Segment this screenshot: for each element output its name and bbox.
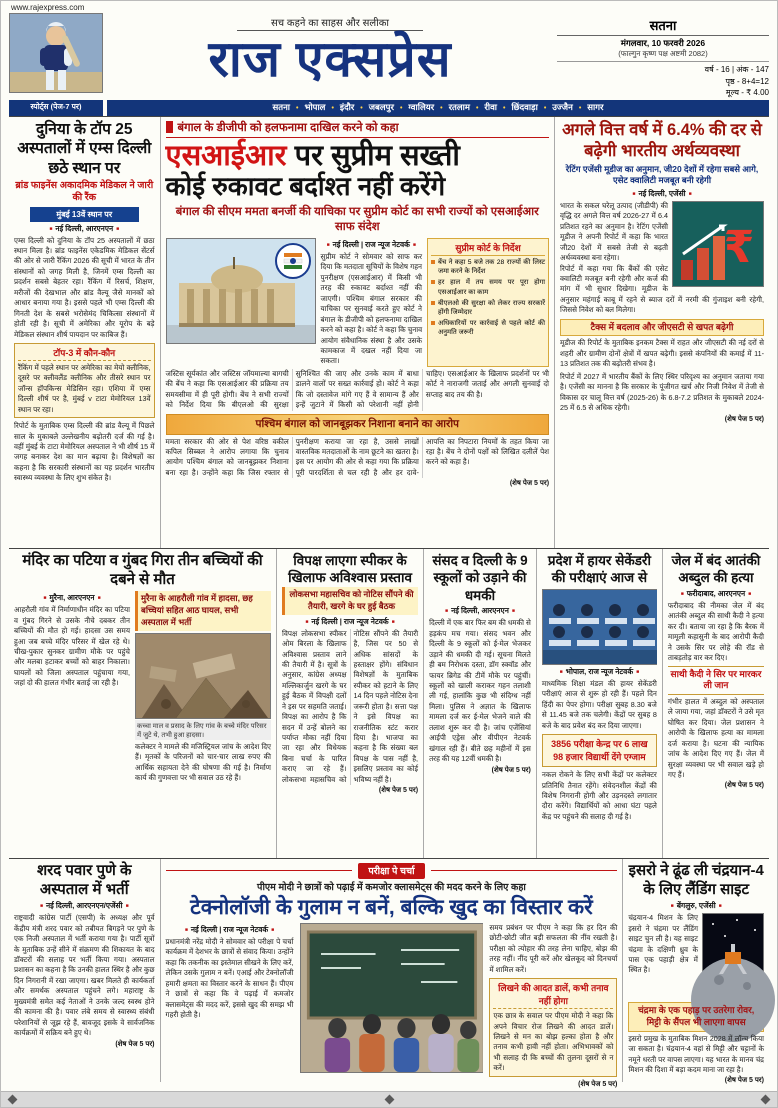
direction-item: बेंच ने कहा 5 बजे तक 28 राज्यों की लिस्ट जमा करने के निर्देश <box>431 258 545 276</box>
economy-subhead: रेटिंग एजेंसी मूडीज का अनुमान, जी20 देशों में रहेगा सबसे आगे, एसेट क्वालिटी मजबूत बनी रहेगी <box>565 164 759 186</box>
sir-banner-body: ममता सरकार की ओर से पेश वरिष्ठ वकील कपिल सिब्बल ने आरोप लगाया कि चुनाव आयोग पश्चिम बंगाल को जानबूझकर निशाना बना रहा है। उन्होंने कहा कि जिस रफ्तार से पुनरीक्षण कराया जा रहा है, उससे लाखों वास्तविक मतदाताओं के नाम छूटने का खतरा है। इस पर आयोग की ओर से कहा गया कि प्रक्रिया पूरी पारदर्शिता से चल रही है और हर दावे-आपत्ति का निपटारा नियमों के तहत किया जा रहा है। बेंच ने दोनों पक्षों को लिखित दलीलें पेश करने को कहा है। <box>165 436 550 477</box>
isro-media-row <box>628 913 764 999</box>
sir-lead-block <box>321 238 423 367</box>
speaker-headline: विपक्ष लाएगा स्पीकर के खिलाफ अविश्वास प्रस्ताव <box>288 552 412 586</box>
exam-body-1: माध्यमिक शिक्षा मंडल की हायर सेकेंडरी परीक्षाएं आज से शुरू हो रही हैं। पहले दिन हिंदी का पेपर होगा। परीक्षा सुबह 8.30 बजे से 11.45 बजे तक चलेगी। केंद्रों पर सुबह 8 बजे के बाद प्रवेश बंद कर दिया जाएगा। <box>541 678 657 730</box>
story-jail <box>662 549 769 858</box>
economy-graphic <box>672 201 764 287</box>
story-threat <box>423 549 536 858</box>
economy-body-2: रिपोर्ट में कहा गया कि बैंकों की एसेट क्वालिटी मजबूत बनी रहेगी और कर्ज की मांग में भी सुधार दिखेगा। मूडीज के अनुसार महंगाई काबू में रहने से ब्याज दरों में नरमी की गुंजाइश बनी रहेगी, जिससे निवेश को बल मिलेगा। <box>560 263 764 315</box>
story-isro <box>622 859 769 1085</box>
bottom-band <box>9 858 769 1088</box>
pawar-dateline: ■ नई दिल्ली, आरएनएन/एजेंसी ■ <box>14 901 155 911</box>
aiims-dateline: ■ नई दिल्ली, आरएनएन ■ <box>14 224 155 234</box>
city-item: • जबलपुर <box>354 102 394 112</box>
story-economy <box>554 117 769 548</box>
temple-highlight: मुरैना के आहरौली गांव में हादसा, छह बच्चियां सहित आठ घायल, सभी अस्पताल में भर्ती <box>135 591 271 631</box>
story-exam <box>536 549 662 858</box>
edition-name: सतना <box>557 16 769 36</box>
ppc-continued: (शेष पेज 5 पर) <box>578 1080 618 1088</box>
city-item: • सागर <box>573 102 604 112</box>
temple-headline: मंदिर का पटिया व गुंबद गिरा तीन बच्चियों की दबने से मौत <box>22 551 263 588</box>
rupee-symbol: ₹ <box>723 222 755 272</box>
blackboard-students-illustration <box>301 924 483 1072</box>
pawar-body: राष्ट्रवादी कांग्रेस पार्टी (एसपी) के अध्यक्ष और पूर्व केंद्रीय मंत्री शरद पवार को तबीयत बिगड़ने पर पुणे के एक निजी अस्पताल में भर्ती कराया गया है। पार्टी सूत्रों के मुताबिक उन्हें सीने में संक्रमण की शिकायत के बाद डॉक्टरों की सलाह पर भर्ती किया गया। अस्पताल प्रशासन का कहना है कि उनकी हालत स्थिर है और कुछ दिन निगरानी में रखा जाएगा। खबर मिलते ही कार्यकर्ता और समर्थक अस्पताल पहुंचने लगे। महाराष्ट्र के मुख्यमंत्री समेत कई नेताओं ने उनके जल्द स्वस्थ होने की कामना की है। पवार लंबे समय से स्वास्थ्य संबंधी परेशानियों से जूझ रहे हैं, बावजूद इसके वे सार्वजनिक कार्यक्रमों में सक्रिय बने हुए थे। <box>14 913 155 1038</box>
pages-info: पृष्ठ - 8+4=12 <box>725 76 769 86</box>
isro-headline: इसरो ने ढूंढ ली चंद्रयान-4 के लिए लैंडिंग साइट <box>628 861 764 898</box>
isro-body-2: इसरो प्रमुख के मुताबिक मिशन 2028 में लॉन्च किया जा सकता है। चंद्रयान-4 वहां से मिट्टी और चट्टानों के नमूने धरती पर वापस लाएगा। यह भारत के मानव चंद्र मिशन की दिशा में बड़ा कदम माना जा रहा है। <box>628 1033 764 1074</box>
story-ppc <box>160 859 623 1088</box>
threat-headline: संसद व दिल्ली के 9 स्कूलों को उड़ाने की धमकी <box>432 552 528 603</box>
temple-columns <box>14 591 271 783</box>
supreme-court-illustration <box>167 239 315 343</box>
sir-accusation-banner: पश्चिम बंगाल को जानबूझकर निशाना बनाने का आरोप <box>166 414 550 435</box>
exam-box-text: 3856 परीक्षा केन्द्र पर 6 लाख 98 हजार विद्यार्थी देंगे एग्जाम <box>551 739 648 763</box>
kicker-bar-icon <box>166 121 173 133</box>
story-temple <box>9 549 276 858</box>
city-item: सतना <box>272 102 291 113</box>
ppc-kicker-row <box>166 863 618 879</box>
sir-kicker-text: बंगाल के डीजीपी को हलफनामा दाखिल करने को कहा <box>177 121 399 134</box>
city-item: • इंदौर <box>325 102 354 112</box>
left-diamond-icon <box>8 1095 18 1105</box>
isro-box: चंद्रमा के एक पहाड़ पर उतरेगा रोवर, मिट्टी के सैंपल भी लाएगा वापस <box>628 1002 764 1031</box>
ppc-kicker-label: परीक्षा पे चर्चा <box>358 863 424 879</box>
economy-body-1: भारत के सकल घरेलू उत्पाद (जीडीपी) की वृद्धि दर अगले वित्त वर्ष 2026-27 में 6.4 प्रतिशत रहने का अनुमान है। रेटिंग एजेंसी मूडीज ने अपनी रिपोर्ट में कहा कि भारत जी20 देशों में सबसे तेजी से बढ़ती अर्थव्यवस्था बना रहेगा। <box>560 200 668 263</box>
sir-continued: (शेष पेज 5 पर) <box>509 480 550 488</box>
moon-lander-photo <box>702 913 764 999</box>
isro-continued: (शेष पेज 5 पर) <box>724 1077 764 1085</box>
aiims-badge: मुंबई 13वें स्थान पर <box>30 207 139 222</box>
rubble-illustration <box>136 634 270 718</box>
sir-headline-line1 <box>166 140 550 172</box>
right-diamond-icon <box>761 1095 771 1105</box>
sports-tab: स्पोर्ट्स (पेज-7 पर) <box>9 100 103 116</box>
aiims-subhead: ब्रांड फाइनेंस अकादमिक मेडिकल ने जारी की रैंक <box>15 179 154 204</box>
year-issue: वर्ष - 16 | अंक - 147 <box>704 65 769 74</box>
issue-info <box>557 61 769 99</box>
threat-continued: (शेष पेज 5 पर) <box>491 766 531 774</box>
isro-dateline: ■ बेंगलुरु, एजेंसी ■ <box>628 901 764 911</box>
isro-body-1: चंद्रयान-4 मिशन के लिए इसरो ने चंद्रमा पर लैंडिंग साइट चुन ली है। यह साइट चंद्रमा के दक्षिणी ध्रुव के पास एक पहाड़ी क्षेत्र में स्थित है। <box>628 913 698 975</box>
economy-body-3: रिपोर्ट में 2027 में भारतीय बैंकों के लिए स्थिर परिदृश्य का अनुमान जताया गया है। एजेंसी का मानना है कि सरकार के पूंजीगत खर्च और निजी निवेश में तेजी से विकास दर चालू वित्त वर्ष (2025-26) के 6.8-7.2 प्रतिशत के मुकाबले 2024-25 में 6.5 से अधिक रहेगी। <box>560 371 764 413</box>
jail-continued: (शेष पेज 5 पर) <box>724 782 764 790</box>
speaker-continued: (शेष पेज 5 पर) <box>378 787 419 795</box>
exam-body-2: नकल रोकने के लिए सभी केंद्रों पर कलेक्टर प्रतिनिधि तैनात रहेंगे। संवेदनशील केंद्रों की विशेष निगरानी होगी और उड़नदस्ते लगातार दौरा करेंगे। विद्यार्थियों को आधा घंटा पहले केंद्र पर पहुंचने की सलाह दी गई है। <box>541 770 657 821</box>
cricketer-illustration <box>10 14 102 92</box>
economy-headline: अगले वित्त वर्ष में 6.4% की दर से बढ़ेगी भारतीय अर्थव्यवस्था <box>562 120 762 160</box>
aiims-body-2: रिपोर्ट के मुताबिक एम्स दिल्ली की ब्रांड वैल्यू में पिछले साल के मुकाबले उल्लेखनीय बढ़ोतरी दर्ज की गई है। वहीं मुंबई के टाटा मेमोरियल अस्पताल ने भी शीर्ष 15 में जगह बनाकर देश का मान बढ़ाया है। विशेषज्ञों का कहना है कि सरकारी संस्थानों का यह प्रदर्शन भारतीय स्वास्थ्य व्यवस्था के लिए शुभ संकेत है। <box>14 421 155 483</box>
masthead <box>1 12 777 99</box>
economy-box-body: मूडीज की रिपोर्ट के मुताबिक इनकम टैक्स में राहत और जीएसटी की नई दरों से शहरी और ग्रामीण दोनों क्षेत्रों में खपत बढ़ेगी। इससे कंपनियों की कमाई में 11-13 प्रतिशत तक की बढ़ोतरी संभव है। <box>560 338 764 369</box>
sir-subhead: बंगाल की सीएम ममता बनर्जी की याचिका पर सुप्रीम कोर्ट का सभी राज्यों को एसआईआर साफ संदेश <box>175 206 539 234</box>
sir-body-2: जस्टिस सूर्यकांत और जस्टिस जॉयमाल्या बागची की बेंच ने कहा कि एसआईआर की प्रक्रिया तय समयसीमा में ही पूरी होगी। बेंच ने सभी राज्यों को निर्देश दिया कि बीएलओ की सुरक्षा सुनिश्चित की जाए और उनके काम में बाधा डालने वालों पर सख्त कार्रवाई हो। कोर्ट ने कहा कि जो दस्तावेज मांगे गए हैं वे सामान्य हैं और इन्हें जुटाने में किसी को परेशानी नहीं होनी चाहिए। एसआईआर के खिलाफ प्रदर्शनों पर भी कोर्ट ने नाराजगी जताई और अगली सुनवाई दो सप्ताह बाद तय की है। <box>165 368 550 410</box>
city-item: • छिंदवाड़ा <box>497 102 538 112</box>
ppc-body-left: प्रधानमंत्री नरेंद्र मोदी ने सोमवार को परीक्षा पे चर्चा कार्यक्रम में देशभर के छात्रों से संवाद किया। उन्होंने कहा कि तकनीक का इस्तेमाल सीखने के लिए करें, लेकिन उसके गुलाम न बनें। एआई और टेक्नोलॉजी हमारी क्षमता का विस्तार करने के साधन हैं। पीएम ने छात्रों से कहा कि वे पढ़ाई में कमजोर क्लासमेट्स की मदद करें, इससे खुद की समझ भी गहरी होती है। <box>165 936 294 1020</box>
pawar-headline: शरद पवार पुणे के अस्पताल में भर्ती <box>36 861 132 898</box>
economy-dateline: ■ नई दिल्ली, एजेंसी ■ <box>560 189 764 199</box>
paper-title: राज एक्सप्रेस <box>208 31 452 87</box>
direction-item: बीएलओ की सुरक्षा को लेकर राज्य सरकारें होंगी जिम्मेदार <box>431 299 545 317</box>
temple-dateline: ■ मुरैना, आरएनएन ■ <box>14 593 130 603</box>
calendar-line: (फाल्गुन कृष्ण पक्ष अष्टमी 2082) <box>618 49 708 58</box>
sir-headline-rest: पर सुप्रीम सख्ती <box>286 139 460 172</box>
masthead-center <box>103 13 557 99</box>
direction-item: अधिकारियों पर कार्रवाई से पहले कोर्ट की अनुमति जरूरी <box>431 319 545 337</box>
story-sir <box>160 117 555 548</box>
ppc-box-body: एक छात्र के सवाल पर पीएम मोदी ने कहा कि अपने विचार रोज लिखने की आदत डालें। लिखने से मन का बोझ हल्का होता है और तनाव कभी हावी नहीं होता। अभिभावकों को भी सलाह दी कि बच्चों की तुलना दूसरों से न करें। <box>493 1011 614 1073</box>
classroom-illustration <box>543 590 657 664</box>
exam-dateline: ■ भोपाल, राज न्यूज नेटवर्क ■ <box>542 667 657 677</box>
header-tab-row <box>1 100 777 116</box>
speaker-dateline: ■ नई दिल्ली | राज न्यूज नेटवर्क ■ <box>282 617 418 627</box>
supreme-court-photo <box>166 238 316 344</box>
story-pawar <box>9 859 160 1082</box>
exam-headline: प्रदेश में हायर सेकेंडरी की परीक्षाएं आज से <box>547 552 651 586</box>
temple-media-col <box>135 591 271 783</box>
ppc-strap: पीएम मोदी ने छात्रों को पढ़ाई में कमजोर क्लासमेट्स की मदद करने के लिए कहा <box>257 881 526 893</box>
sir-lead: सुप्रीम कोर्ट ने सोमवार को साफ कर दिया कि मतदाता सूचियों के विशेष गहन पुनरीक्षण (एसआईआर) में किसी भी तरह की रुकावट बर्दाश्त नहीं की जाएगी। पश्चिम बंगाल सरकार की याचिका पर सुनवाई करते हुए कोर्ट ने बंगाल के डीजीपी को हलफनामा दाखिल करने को कहा है। कोर्ट ने कहा कि चुनाव आयोग संवैधानिक संस्था है और उसके कामकाज में दखल नहीं दिया जा सकता। <box>320 252 423 366</box>
sir-media-row <box>166 238 550 367</box>
aiims-box-title: टॉप-3 में कौन-कौन <box>18 346 151 361</box>
rubble-photo <box>135 633 271 719</box>
city-item: • ग्वालियर <box>394 102 434 112</box>
top-band <box>9 116 769 548</box>
city-item: • रतलाम <box>434 102 470 112</box>
tagline: सच कहने का साहस और सलीका <box>237 15 423 31</box>
classroom-photo <box>542 589 657 665</box>
story-speaker <box>276 549 423 858</box>
court-directions-box <box>427 238 549 367</box>
ppc-dateline: ■ नई दिल्ली | राज न्यूज नेटवर्क ■ <box>166 925 294 935</box>
city-item: • उज्जैन <box>538 102 573 112</box>
center-diamond-icon <box>384 1095 394 1105</box>
pawar-continued: (शेष पेज 5 पर) <box>115 1040 155 1048</box>
jail-dateline: ■ फरीदाबाद, आरएनएन ■ <box>668 589 764 599</box>
economy-box-title: टैक्स में बदलाव और जीएसटी से खपत बढ़ेगी <box>560 319 764 337</box>
ppc-content-row <box>166 923 618 1089</box>
temple-body-1: आहरौली गांव में निर्माणाधीन मंदिर का पटिया व गुंबद गिरने से उसके नीचे दबकर तीन बच्चियों की मौत हो गई। हादसा उस समय हुआ जब बच्चे मंदिर परिसर में खेल रहे थे। चीख-पुकार सुनकर ग्रामीण मौके पर पहुंचे और मलबा हटाकर बच्चों को बाहर निकाला। घायलों को जिला अस्पताल पहुंचाया गया, जहां दो की हालत गंभीर बताई जा रही है। <box>14 605 130 688</box>
rupee-chart-illustration <box>673 202 763 286</box>
city-item: • भोपाल <box>290 102 325 112</box>
speaker-subhead: लोकसभा महासचिव को नोटिस सौंपने की तैयारी, खरगे के घर हुई बैठक <box>282 587 418 615</box>
directions-title: सुप्रीम कोर्ट के निर्देश <box>431 241 545 256</box>
jail-headline: जेल में बंद आतंकी अब्दुल की हत्या <box>671 552 761 586</box>
ppc-box-title: लिखने की आदत डालें, कभी तनाव नहीं होगा <box>493 981 613 1009</box>
exam-stats-box <box>542 734 657 767</box>
temple-caption: कच्चा माल व प्रसाद के लिए गांव के बच्चे मंदिर परिसर में जुटे थे, तभी हुआ हादसा। <box>135 720 271 740</box>
edition-info <box>557 13 769 99</box>
jail-body-2: गंभीर हालत में अब्दुल को अस्पताल ले जाया गया, जहां डॉक्टरों ने उसे मृत घोषित कर दिया। जेल प्रशासन ने आरोपी के खिलाफ हत्या का मामला दर्ज कराया है। घटना की न्यायिक जांच के आदेश दिए गए हैं। जेल में सुरक्षा व्यवस्था पर भी सवाल खड़े हो गए हैं। <box>667 696 764 779</box>
website-url: www.rajexpress.com <box>11 3 85 12</box>
ppc-event-photo <box>300 923 484 1073</box>
jail-subhead: साथी कैदी ने सिर पर मारकर ली जान <box>668 666 764 695</box>
threat-dateline: ■ नई दिल्ली, आरएनएन ■ <box>429 606 531 616</box>
aiims-headline: दुनिया के टॉप 25 अस्पतालों में एम्स दिल्ली छठे स्थान पर <box>17 120 152 177</box>
story-aiims <box>9 117 160 548</box>
sir-headline-line2: कोई रुकावट बर्दाश्त नहीं करेंगे <box>165 171 446 202</box>
date-line: मंगलवार, 10 फरवरी 2026 <box>620 38 706 48</box>
ppc-headline: टेक्नोलॉजी के गुलाम न बनें, बल्कि खुद का विस्तार करें <box>190 895 593 919</box>
bottom-ornament-bar <box>1 1091 777 1107</box>
jail-body-1: फरीदाबाद की नीमका जेल में बंद आतंकी अब्दुल की साथी कैदी ने हत्या कर दी। बताया जा रहा है कि बैरक में मामूली कहासुनी के बाद आरोपी कैदी ने उसके सिर पर लोहे की रॉड से ताबड़तोड़ वार कर दिए। <box>667 600 764 663</box>
sir-kicker <box>166 120 550 138</box>
cricketer-photo <box>9 13 103 93</box>
cities-bar <box>107 100 769 116</box>
aiims-top3-box <box>14 343 155 418</box>
middle-band <box>9 548 769 858</box>
ppc-body-right: समय प्रबंधन पर पीएम ने कहा कि हर दिन की छोटी-छोटी जीत बड़ी सफलता की नींव रखती है। परीक्षा को त्योहार की तरह लेना चाहिए, बोझ की तरह नहीं। नींद पूरी करें और खेलकूद को दिनचर्या में शामिल करें। <box>489 922 618 974</box>
economy-continued: (शेष पेज 5 पर) <box>724 415 764 423</box>
aiims-body-1: एम्स दिल्ली को दुनिया के टॉप 25 अस्पतालों में छठा स्थान मिला है। ब्रांड फाइनेंस एकेडमिक मेडिकल सेंटर्स की ओर से जारी रैंकिंग 2026 की सूची में भारत के तीन संस्थानों को जगह मिली है, जिनमें एम्स दिल्ली का प्रदर्शन सबसे बेहतर रहा। रैंकिंग में रिसर्च, शिक्षण, मरीजों की देखभाल और ब्रांड वैल्यू जैसे मानकों को आधार बनाया गया है। इससे पहले भी एम्स दिल्ली की गिनती देश के सबसे भरोसेमंद चिकित्सा संस्थानों में होती रही है। सूची में अमेरिका और यूरोप के बड़े मेडिकल संस्थान शीर्ष पायदान पर काबिज हैं। <box>14 235 155 339</box>
temple-body-2: कलेक्टर ने मामले की मजिस्ट्रियल जांच के आदेश दिए हैं। मृतकों के परिजनों को चार-चार लाख रुपए की आर्थिक सहायता देने की घोषणा की गई है। निर्माण कार्य की गुणवत्ता पर भी सवाल उठ रहे हैं। <box>135 741 271 783</box>
price-info: मूल्य - ₹ 4.00 <box>725 88 769 98</box>
temple-text-col <box>14 591 130 783</box>
aiims-box-body: रैंकिंग में पहले स्थान पर अमेरिका का मेयो क्लीनिक, दूसरे पर क्लीवलैंड क्लीनिक और तीसरे स्थान पर जॉन्स हॉपकिन्स मेडिसिन रहा। एशिया में एम्स दिल्ली शीर्ष पर है, मुंबई v टाटा मेमोरियल 13वें स्थान पर रहा। <box>18 362 151 414</box>
ppc-tip-box <box>489 978 617 1077</box>
direction-item: हर हाल में तय समय पर पूरा होगा एसआईआर का काम <box>431 278 545 296</box>
sir-headline-accent: एसआईआर <box>165 139 287 172</box>
sir-dateline: ■ नई दिल्ली | राज न्यूज नेटवर्क ■ <box>321 240 423 250</box>
city-item: • रीवा <box>470 102 497 112</box>
ppc-right-col <box>489 923 617 1089</box>
sports-teaser <box>9 13 103 99</box>
ppc-left-col <box>166 923 294 1089</box>
moon-lander-illustration <box>703 914 763 998</box>
speaker-body: विपक्ष लोकसभा स्पीकर ओम बिरला के खिलाफ अविश्वास प्रस्ताव लाने की तैयारी में है। सूत्रों के अनुसार, कांग्रेस अध्यक्ष मल्लिकार्जुन खरगे के घर हुई बैठक में विपक्षी दलों ने इस पर सहमति जताई। विपक्ष का आरोप है कि सदन में उन्हें बोलने का पर्याप्त मौका नहीं दिया जा रहा और विधेयक बिना चर्चा के पारित कराए जा रहे हैं। लोकसभा महासचिव को नोटिस सौंपने की तैयारी है, जिस पर 50 से अधिक सांसदों के हस्ताक्षर होंगे। संविधान विशेषज्ञों के मुताबिक स्पीकर को हटाने के लिए 14 दिन पहले नोटिस देना जरूरी होता है। सत्ता पक्ष ने इसे विपक्ष का राजनीतिक स्टंट करार दिया है। भाजपा का कहना है कि संख्या बल विपक्ष के पास नहीं है, इसलिए प्रस्ताव का कोई भविष्य नहीं है। <box>282 628 419 784</box>
threat-body: दिल्ली में एक बार फिर बम की धमकी से हड़कंप मच गया। संसद भवन और दिल्ली के 9 स्कूलों को ई-मेल भेजकर उड़ाने की धमकी दी गई। सूचना मिलते ही बम निरोधक दस्ता, डॉग स्क्वॉड और फायर ब्रिगेड की टीमें मौके पर पहुंचीं। स्कूलों को खाली कराकर गहन तलाशी ली गई, हालांकि कुछ भी संदिग्ध नहीं मिला। पुलिस ने अज्ञात के खिलाफ मामला दर्ज कर ई-मेल भेजने वाले की तलाश शुरू कर दी है। जांच एजेंसियां आईपी एड्रेस और वीपीएन नेटवर्क खंगाल रही हैं। बीते छह महीनों में इस तरह की यह 12वीं धमकी है। <box>429 618 531 764</box>
top-strip <box>1 1 777 12</box>
